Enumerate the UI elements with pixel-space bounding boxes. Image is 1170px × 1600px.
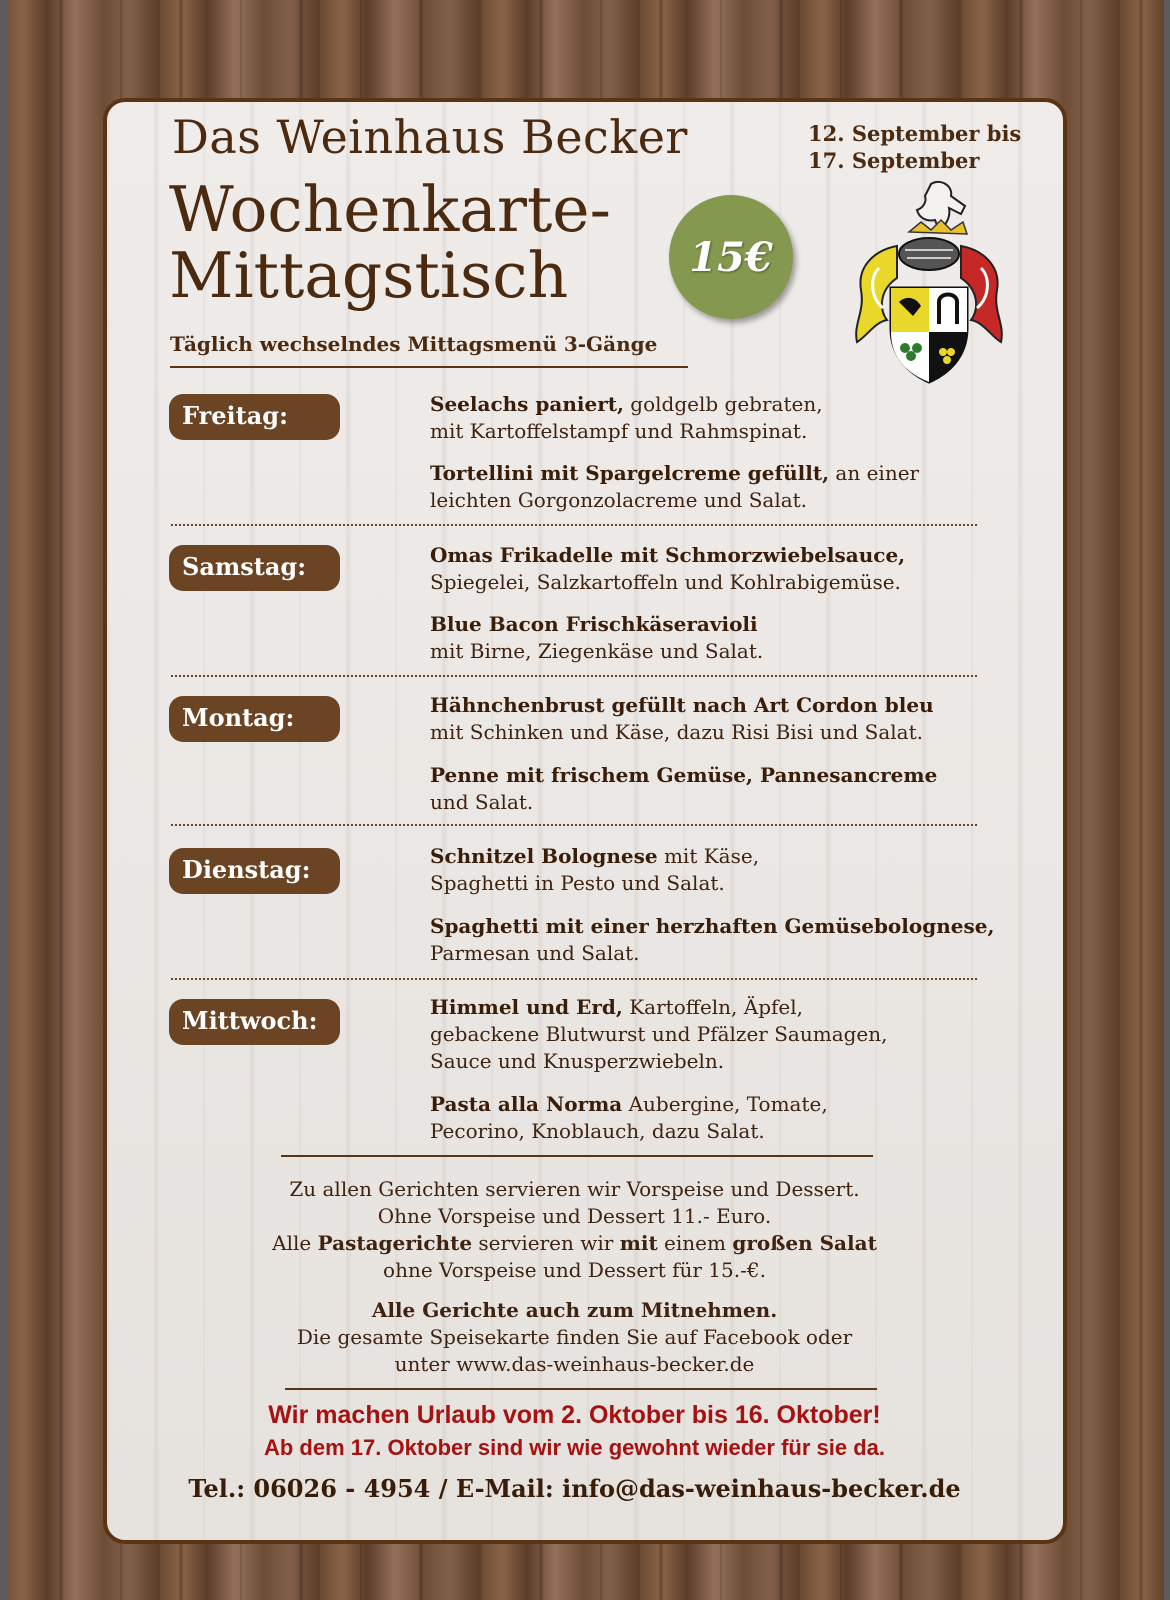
facebook-note: Die gesamte Speisekarte finden Sie auf Facebook oder	[296, 1325, 853, 1349]
dish-desc: Kartoffeln, Äpfel,	[622, 995, 804, 1019]
divider-line	[285, 1388, 877, 1390]
coat-of-arms-icon	[839, 176, 1019, 390]
footer-line: Zu allen Gerichten servieren wir Vorspeise und Dessert.	[289, 1177, 860, 1201]
dotted-divider	[171, 675, 977, 677]
footer-bold: großen Salat	[732, 1231, 877, 1255]
footer-text: servieren wir	[472, 1231, 620, 1255]
dish-desc: goldgelb gebraten,	[623, 392, 823, 416]
dish-samstag-2	[430, 611, 763, 665]
day-label-samstag: Samstag:	[169, 545, 340, 591]
dish-desc: Aubergine, Tomate,	[622, 1092, 828, 1116]
contact-info: Tel.: 06026 - 4954 / E-Mail: info@das-weinhaus-becker.de	[188, 1474, 961, 1503]
dish-title: Himmel und Erd,	[430, 995, 623, 1019]
footer-line	[107, 1230, 1042, 1257]
return-notice: Ab dem 17. Oktober sind wir wie gewohnt wieder für sie da.	[263, 1435, 886, 1460]
dish-desc: Parmesan und Salat.	[430, 941, 640, 965]
dish-title: Hähnchenbrust gefüllt nach Art Cordon bleu	[430, 693, 934, 717]
right-frame-edge	[1164, 0, 1170, 1600]
date-line1: 12. September bis	[808, 121, 1022, 146]
dish-desc: und Salat.	[430, 790, 534, 814]
date-line2: 17. September	[808, 148, 980, 173]
footer-bold: Pastagerichte	[317, 1231, 473, 1255]
dish-title: Penne mit frischem Gemüse, Pannesancreme	[430, 763, 938, 787]
vacation-notice: Wir machen Urlaub vom 2. Oktober bis 16. Oktober!	[268, 1401, 881, 1429]
menu-board	[103, 98, 1067, 1544]
date-range	[808, 120, 1021, 174]
dish-freitag-1	[430, 391, 823, 445]
dish-title: Schnitzel Bolognese	[430, 844, 658, 868]
dish-desc: gebackene Blutwurst und Pfälzer Saumagen,	[430, 1022, 888, 1046]
footer-line: Ohne Vorspeise und Dessert 11.- Euro.	[377, 1204, 772, 1228]
dish-samstag-1	[430, 542, 905, 596]
dish-montag-2	[430, 762, 937, 816]
day-label-montag: Montag:	[169, 696, 340, 742]
footer-info	[107, 1176, 1042, 1284]
footer-text: Alle	[272, 1231, 318, 1255]
takeaway-note: Alle Gerichte auch zum Mitnehmen.	[371, 1298, 778, 1322]
dish-mittwoch-2	[430, 1091, 828, 1145]
dotted-divider	[171, 978, 977, 980]
dish-title: Omas Frikadelle mit Schmorzwiebelsauce,	[430, 543, 906, 567]
dish-desc: Pecorino, Knoblauch, dazu Salat.	[430, 1119, 765, 1143]
dotted-divider	[171, 524, 977, 526]
dish-desc: mit Schinken und Käse, dazu Risi Bisi und Salat.	[430, 720, 923, 744]
dish-title: Blue Bacon Frischkäseravioli	[430, 612, 758, 636]
dish-montag-1	[430, 692, 934, 746]
dotted-divider	[171, 824, 977, 826]
day-label-mittwoch: Mittwoch:	[169, 999, 340, 1045]
dish-desc: an einer	[829, 461, 920, 485]
dish-title: Spaghetti mit einer herzhaften Gemüsebolognese,	[430, 914, 995, 938]
dish-desc: mit Birne, Ziegenkäse und Salat.	[430, 639, 764, 663]
dish-title: Seelachs paniert,	[430, 392, 624, 416]
left-frame-edge	[0, 0, 8, 1600]
takeaway-info	[107, 1297, 1042, 1378]
day-label-freitag: Freitag:	[169, 394, 340, 440]
price-badge: 15€	[669, 195, 793, 319]
dish-dienstag-1	[430, 843, 759, 897]
footer-bold: mit	[619, 1231, 658, 1255]
footer-line: ohne Vorspeise und Dessert für 15.-€.	[383, 1258, 766, 1282]
dish-title: Tortellini mit Spargelcreme gefüllt,	[430, 461, 830, 485]
menu-subtitle: Täglich wechselndes Mittagsmenü 3-Gänge	[170, 332, 688, 368]
menu-title-line2: Mittagstisch	[169, 239, 569, 312]
dish-desc: Spiegelei, Salzkartoffeln und Kohlrabigemüse.	[430, 570, 901, 594]
dish-desc: Spaghetti in Pesto und Salat.	[430, 871, 725, 895]
day-label-dienstag: Dienstag:	[169, 848, 340, 894]
footer-text: einem	[657, 1231, 733, 1255]
dish-freitag-2	[430, 460, 919, 514]
dish-title: Pasta alla Norma	[430, 1092, 623, 1116]
menu-title	[169, 173, 611, 312]
dish-desc: leichten Gorgonzolacreme und Salat.	[430, 488, 808, 512]
dish-desc: mit Kartoffelstampf und Rahmspinat.	[430, 419, 808, 443]
dish-desc: mit Käse,	[657, 844, 760, 868]
divider-line	[281, 1155, 873, 1157]
dish-dienstag-2	[430, 913, 994, 967]
website-note: unter www.das-weinhaus-becker.de	[394, 1352, 755, 1376]
dish-desc: Sauce und Knusperzwiebeln.	[430, 1049, 725, 1073]
restaurant-name: Das Weinhaus Becker	[172, 110, 688, 164]
dish-mittwoch-1	[430, 994, 888, 1075]
menu-title-line1: Wochenkarte-	[169, 173, 611, 246]
